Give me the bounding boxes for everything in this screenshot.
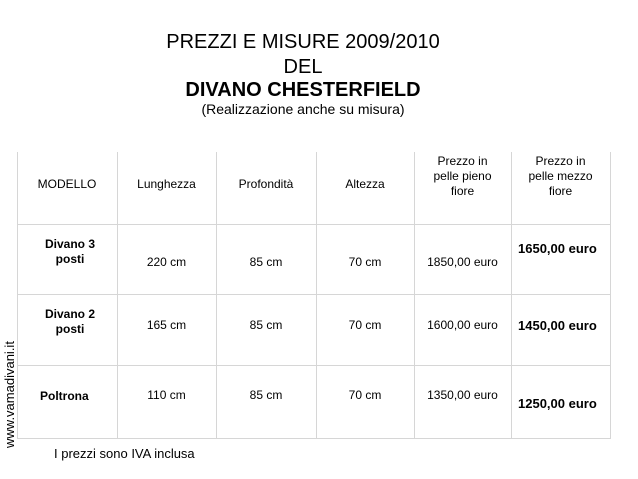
column-header-prezzo-pieno-line: fiore xyxy=(450,184,475,198)
column-header-modello: MODELLO xyxy=(37,177,97,191)
cell-prezzo-mezzo: 1450,00 euro xyxy=(518,318,597,333)
footnote-vat-included: I prezzi sono IVA inclusa xyxy=(54,446,195,461)
row-model-name xyxy=(40,237,100,267)
cell-profondita: 85 cm xyxy=(249,388,283,402)
cell-lunghezza: 220 cm xyxy=(146,255,187,269)
table-divider xyxy=(610,152,611,439)
website-url-vertical: www.vamadivani.it xyxy=(2,341,17,448)
cell-prezzo-pieno: 1600,00 euro xyxy=(427,318,498,332)
table-divider xyxy=(17,294,611,295)
table-divider xyxy=(17,438,611,439)
table-divider xyxy=(17,224,611,225)
table-divider xyxy=(17,365,611,366)
cell-lunghezza: 165 cm xyxy=(146,318,187,332)
title-subtitle: (Realizzazione anche su misura) xyxy=(201,101,405,117)
cell-prezzo-mezzo: 1250,00 euro xyxy=(518,396,597,411)
cell-profondita: 85 cm xyxy=(249,318,283,332)
cell-prezzo-pieno: 1350,00 euro xyxy=(427,388,498,402)
column-header-lunghezza: Lunghezza xyxy=(137,177,196,191)
cell-prezzo-mezzo: 1650,00 euro xyxy=(518,241,597,256)
title-line-2: DEL xyxy=(283,56,323,78)
row-model-line: Divano 2 xyxy=(44,307,95,321)
row-model-name xyxy=(40,307,100,337)
row-model-line: posti xyxy=(55,252,85,266)
cell-profondita: 85 cm xyxy=(249,255,283,269)
column-header-prezzo-pieno-line: Prezzo in xyxy=(437,154,488,168)
cell-prezzo-pieno: 1850,00 euro xyxy=(427,255,498,269)
column-header-prezzo-mezzo-line: pelle mezzo xyxy=(528,169,593,183)
cell-lunghezza: 110 cm xyxy=(147,388,186,402)
column-header-prezzo-pieno xyxy=(414,154,511,199)
column-header-prezzo-mezzo-line: fiore xyxy=(548,184,573,198)
table-divider xyxy=(17,152,18,439)
column-header-altezza: Altezza xyxy=(345,177,385,191)
title-line-1: PREZZI E MISURE 2009/2010 xyxy=(166,31,440,53)
row-model-line: Divano 3 xyxy=(44,237,95,251)
cell-altezza: 70 cm xyxy=(348,255,382,269)
cell-altezza: 70 cm xyxy=(348,388,382,402)
column-header-prezzo-mezzo xyxy=(511,154,610,199)
cell-altezza: 70 cm xyxy=(348,318,382,332)
row-model-line: posti xyxy=(55,322,85,336)
title-product-name: DIVANO CHESTERFIELD xyxy=(185,79,421,101)
column-header-prezzo-pieno-line: pelle pieno xyxy=(433,169,492,183)
row-model-name: Poltrona xyxy=(40,389,89,403)
column-header-profondita: Profondità xyxy=(238,177,294,191)
column-header-prezzo-mezzo-line: Prezzo in xyxy=(535,154,586,168)
